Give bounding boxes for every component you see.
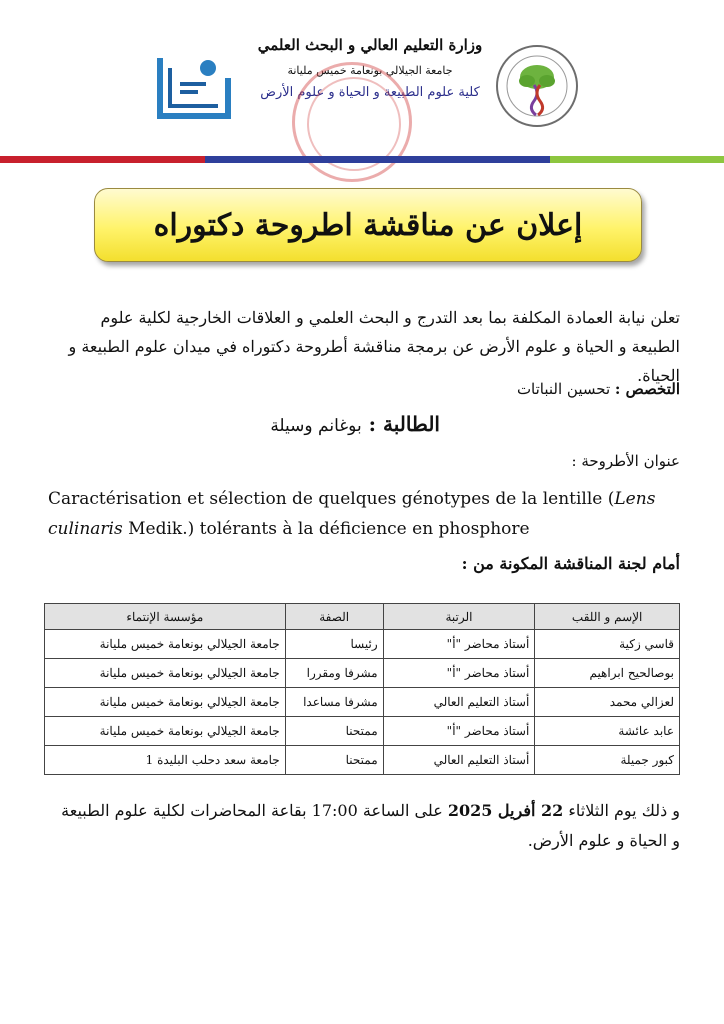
col-header-rank: الرتبة — [383, 604, 535, 630]
jury-label: أمام لجنة المناقشة المكونة من : — [461, 554, 680, 573]
jury-institution: جامعة سعد دحلب البليدة 1 — [45, 746, 286, 775]
jury-rank: أستاذ محاضر "أ" — [383, 630, 535, 659]
table-row — [45, 659, 680, 688]
jury-rank: أستاذ التعليم العالي — [383, 746, 535, 775]
jury-role: ممتحنا — [285, 746, 383, 775]
col-header-name: الإسم و اللقب — [535, 604, 680, 630]
intro-paragraph: تعلن نيابة العمادة المكلفة بما بعد التدرج و البحث العلمي و العلاقات الخارجية لكلية علوم الطبيعة و الحياة و علوم الأرض عن برمجة مناقشة أطروحة دكتوراه في ميدان علوم الطبيعة و الحياة. — [68, 308, 680, 385]
student-line — [60, 412, 440, 436]
table-row — [45, 717, 680, 746]
col-header-role: الصفة — [285, 604, 383, 630]
jury-rank: أستاذ التعليم العالي — [383, 688, 535, 717]
announcement-banner — [94, 188, 642, 262]
university-name: جامعة الجيلالي بونعامة خميس مليانة — [287, 64, 453, 77]
thesis-title-part1: Caractérisation et sélection de quelques génotypes de la lentille ( — [48, 489, 615, 509]
thesis-title-part2: Medik.) tolérants à la déficience en phosphore — [122, 519, 530, 539]
thesis-species: Lens culinaris — [48, 489, 656, 539]
col-header-institution: مؤسسة الإنتماء — [45, 604, 286, 630]
closing-pre: و ذلك يوم الثلاثاء — [568, 801, 680, 820]
jury-rank: أستاذ محاضر "أ" — [383, 659, 535, 688]
jury-name: قاسي زكية — [535, 630, 680, 659]
jury-name: عابد عائشة — [535, 717, 680, 746]
closing-post: بقاعة المحاضرات لكلية علوم الطبيعة و الحياة و علوم الأرض. — [61, 801, 680, 850]
table-row — [45, 688, 680, 717]
jury-institution: جامعة الجيلالي بونعامة خميس مليانة — [45, 717, 286, 746]
table-row — [45, 630, 680, 659]
student-label: الطالبة : — [368, 412, 440, 436]
faculty-name: كلية علوم الطبيعة و الحياة و علوم الأرض — [260, 85, 480, 100]
faculty-logo — [494, 43, 580, 129]
jury-header-row — [45, 604, 680, 630]
table-row — [45, 746, 680, 775]
jury-name: لعزالي محمد — [535, 688, 680, 717]
jury-name: بوصالحيح ابراهيم — [535, 659, 680, 688]
thesis-label: عنوان الأطروحة : — [571, 452, 680, 470]
closing-paragraph — [60, 796, 680, 856]
defense-date: 22 أفريل 2025 — [447, 801, 564, 820]
jury-role: مشرفا ومقررا — [285, 659, 383, 688]
thesis-title — [48, 484, 688, 544]
jury-rank: أستاذ محاضر "أ" — [383, 717, 535, 746]
jury-name: كبور جميلة — [535, 746, 680, 775]
university-logo — [150, 48, 240, 128]
defense-time: 17:00 — [311, 801, 358, 820]
specialty-label: التخصص : — [614, 380, 680, 398]
specialty-line — [60, 380, 680, 398]
ministry-name: وزارة التعليم العالي و البحث العلمي — [257, 36, 483, 54]
jury-role: رئيسا — [285, 630, 383, 659]
announcement-title: إعلان عن مناقشة اطروحة دكتوراه — [153, 207, 583, 243]
jury-table — [44, 603, 680, 775]
student-name: بوغانم وسيلة — [270, 416, 362, 436]
jury-institution: جامعة الجيلالي بونعامة خميس مليانة — [45, 630, 286, 659]
jury-institution: جامعة الجيلالي بونعامة خميس مليانة — [45, 688, 286, 717]
official-stamp — [292, 62, 412, 182]
jury-institution: جامعة الجيلالي بونعامة خميس مليانة — [45, 659, 286, 688]
jury-role: ممتحنا — [285, 717, 383, 746]
header-color-bar — [0, 156, 724, 163]
specialty-value: تحسين النباتات — [516, 380, 611, 398]
closing-mid: على الساعة — [362, 801, 443, 820]
jury-role: مشرفا مساعدا — [285, 688, 383, 717]
